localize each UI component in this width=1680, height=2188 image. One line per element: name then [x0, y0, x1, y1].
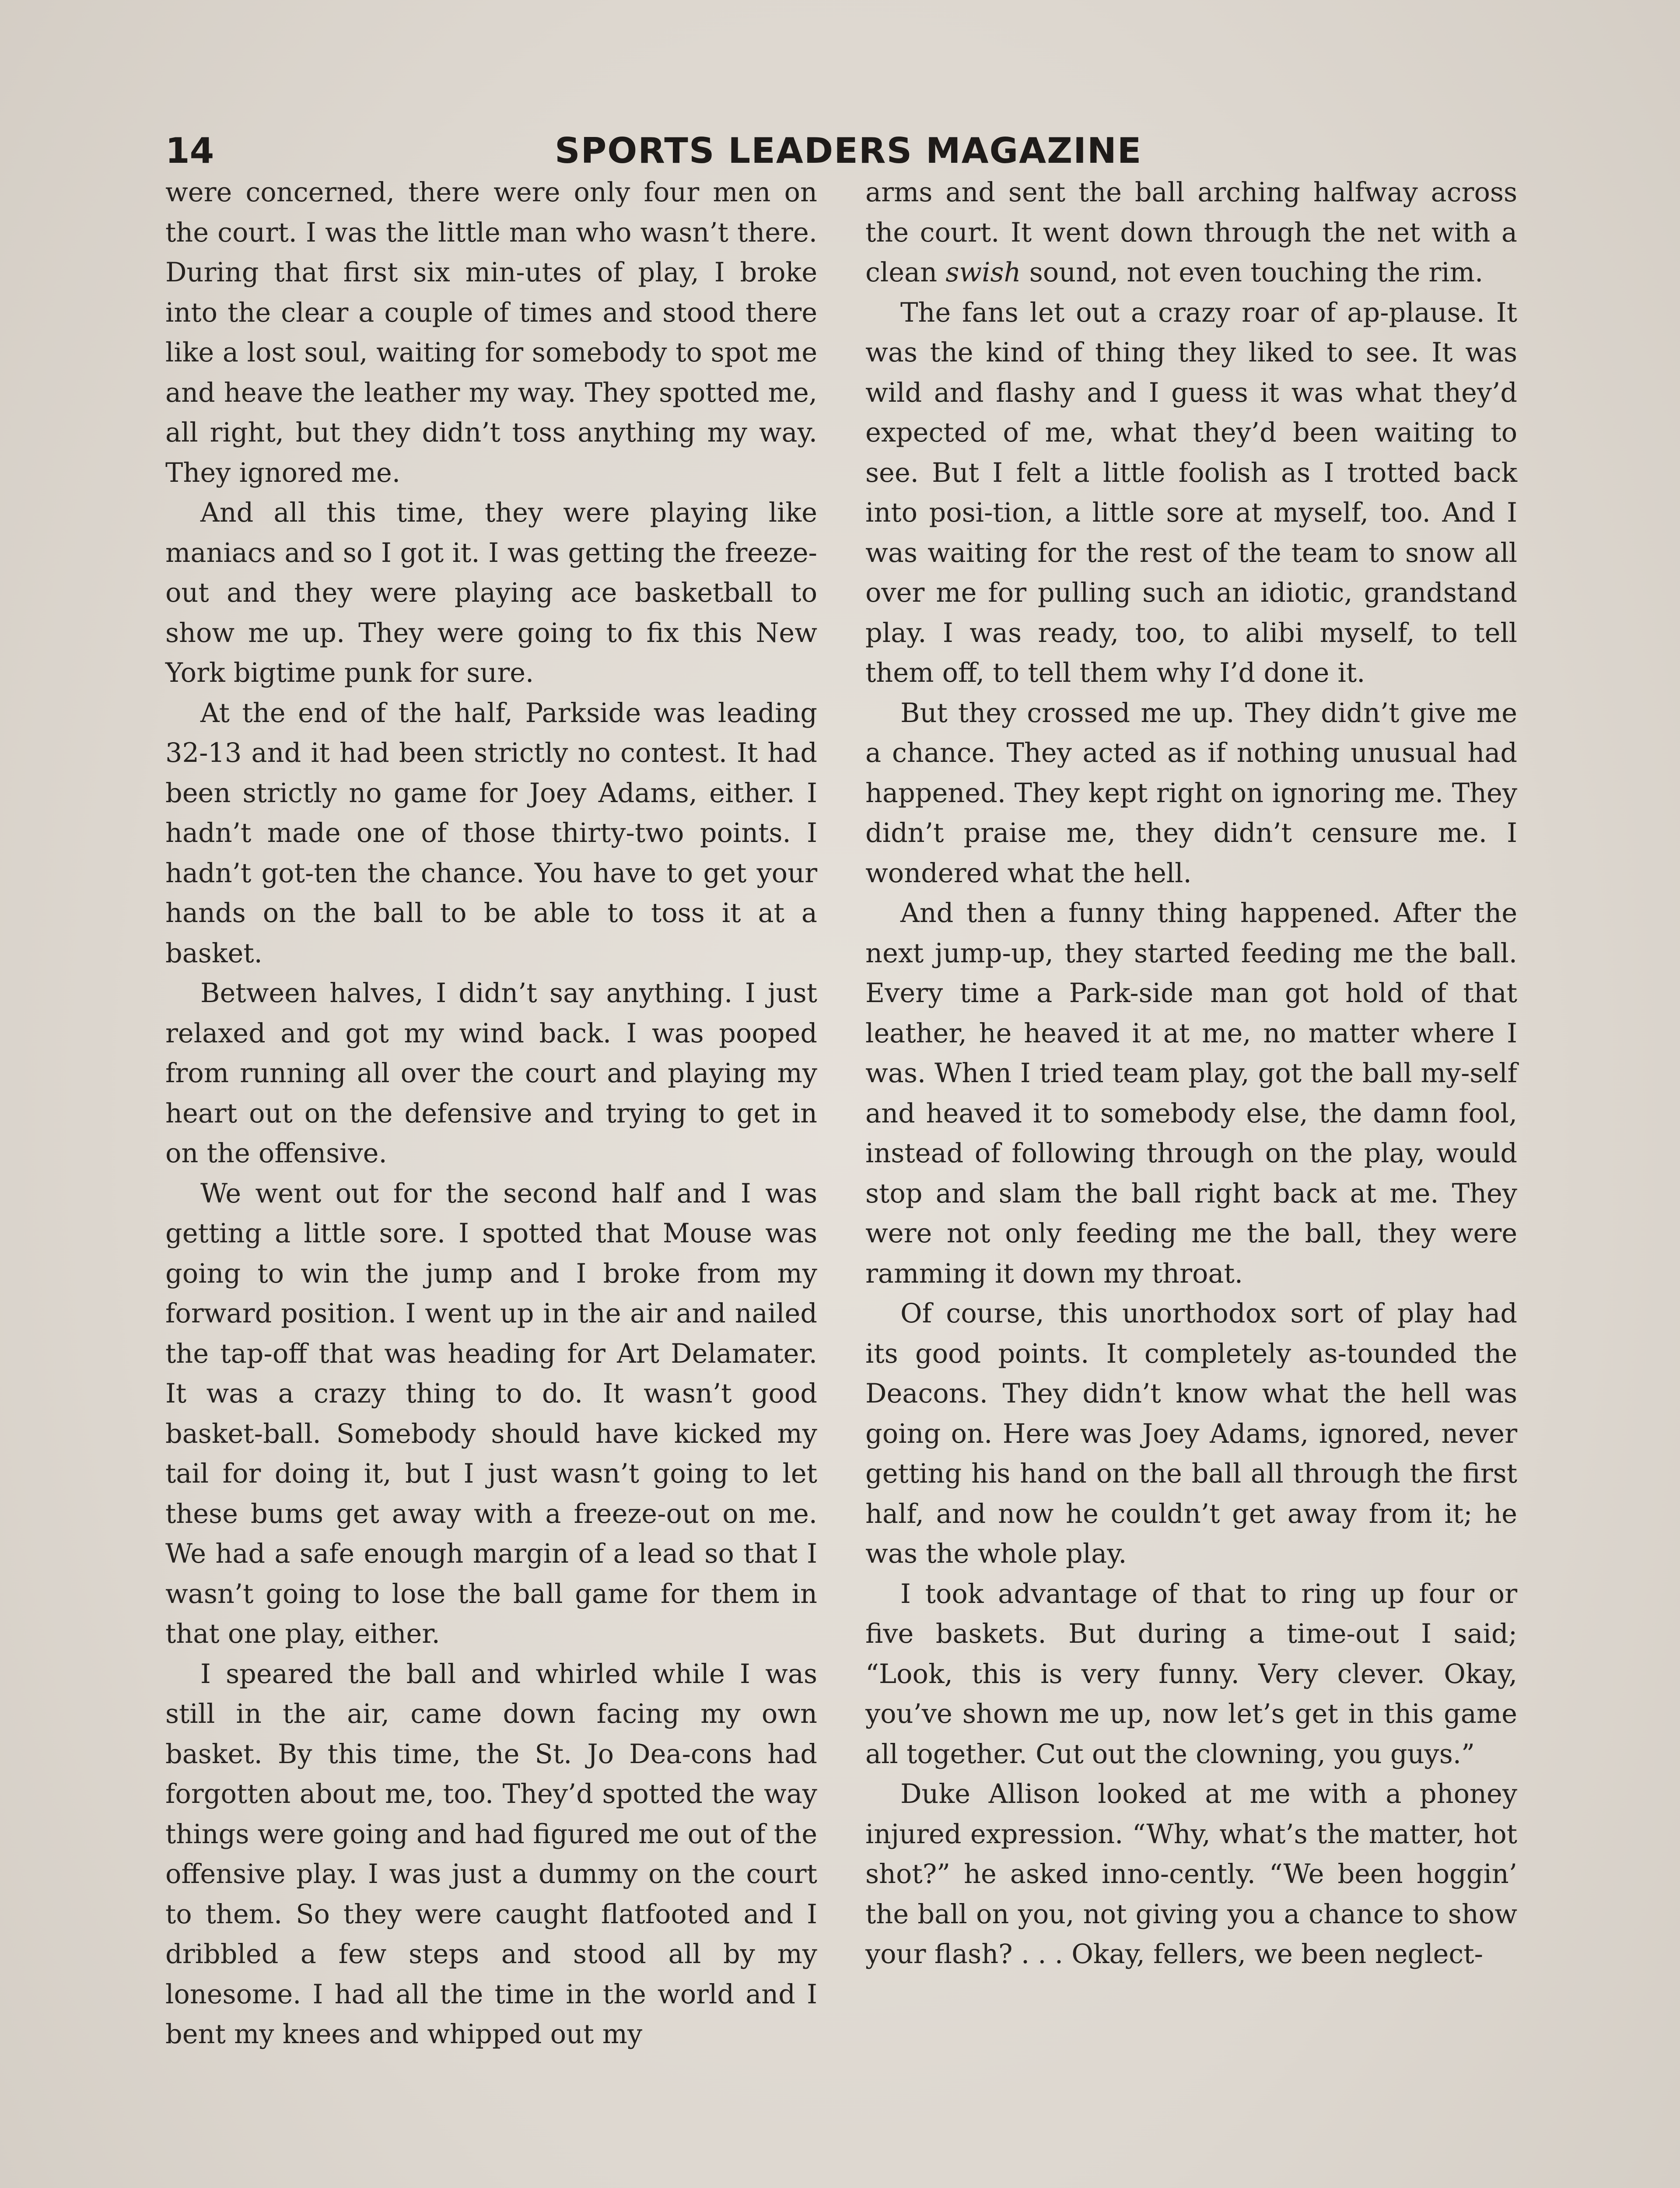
running-head: SPORTS LEADERS MAGAZINE	[555, 130, 1142, 171]
paragraph: I speared the ball and whirled while I was still in the air, came down facing my own basket. By this time, the St. Jo Dea-cons had forgotten about me, too. They’d spotted the way things were going and had figured me out of the offensive play. I was just a dummy on the court to them. So they were caught flatfooted and I dribbled a few steps and stood all by my lonesome. I had all the time in the world and I bent my knees and whipped out my	[165, 1659, 817, 2050]
paragraph: And all this time, they were playing like maniacs and so I got it. I was getting the freeze-out and they were playing ace basketball to show me up. They were going to fix this New York bigtime punk for sure.	[165, 498, 817, 688]
paragraph: I took advantage of that to ring up four or five baskets. But during a time-out I said; “Look, this is very funny. Very clever. Okay, you’ve shown me up, now let’s get in this game all together. Cut out the clowning, you guys.”	[865, 1578, 1517, 1770]
paragraph: But they crossed me up. They didn’t give me a chance. They acted as if nothing unusual had happened. They kept right on ignoring me. They didn’t praise me, they didn’t censure me. I wondered what the hell.	[865, 698, 1517, 889]
paragraph: We went out for the second half and I was getting a little sore. I spotted that Mouse was going to win the jump and I broke from my forward position. I went up in the air and nailed the tap-off that was heading for Art Delamater. It was a crazy thing to do. It wasn’t good basket-ball. Somebody should have kicked my tail for doing it, but I just wasn’t going to let these bums get away with a freeze-out on me. We had a safe enough margin of a lead so that I wasn’t going to lose the ball game for them in that one play, either.	[165, 1178, 817, 1649]
right-column	[865, 173, 1517, 1975]
paragraph-text: sound, not even touching the rim.	[1021, 257, 1484, 288]
emphasized-word: swish	[945, 257, 1021, 288]
page-number: 14	[165, 130, 214, 171]
paragraph: And then a funny thing happened. After the next jump-up, they started feeding me the ball. Every time a Park-side man got hold of that leather, he heaved it at me, no matter where I was. When I tried team play, got the ball my-self and heaved it to somebody else, the damn fool, instead of following through on the play, would stop and slam the ball right back at me. They were not only feeding me the ball, they were ramming it down my throat.	[865, 898, 1517, 1289]
paragraph: were concerned, there were only four men on the court. I was the little man who wasn’t there. During that first six min-utes of play, I broke into the clear a couple of times and stood there like a lost soul, waiting for somebody to spot me and heave the leather my way. They spotted me, all right, but they didn’t toss anything my way. They ignored me.	[165, 177, 817, 488]
page-header	[165, 127, 1522, 179]
paragraph: At the end of the half, Parkside was leading 32-13 and it had been strictly no contest. It had been strictly no game for Joey Adams, either. I hadn’t made one of those thirty-two points. I hadn’t got-ten the chance. You have to get your hands on the ball to be able to toss it at a basket.	[165, 698, 817, 969]
paragraph	[865, 173, 1517, 293]
paragraph-text: arms and sent the ball arching halfway across the court. It went down through the net with a clean	[865, 177, 1517, 288]
paragraph: Between halves, I didn’t say anything. I just relaxed and got my wind back. I was pooped from running all over the court and playing my heart out on the defensive and trying to get in on the offensive.	[165, 978, 817, 1169]
paragraph: Duke Allison looked at me with a phoney injured expression. “Why, what’s the matter, hot shot?” he asked inno-cently. “We been hoggin’ the ball on you, not giving you a chance to show your flash? . . . Okay, fellers, we been neglect-	[865, 1779, 1517, 1970]
left-column	[165, 173, 817, 2055]
paragraph: The fans let out a crazy roar of ap-plause. It was the kind of thing they liked to see. It was wild and flashy and I guess it was what they’d expected of me, what they’d been waiting to see. But I felt a little foolish as I trotted back into posi-tion, a little sore at myself, too. And I was waiting for the rest of the team to snow all over me for pulling such an idiotic, grandstand play. I was ready, too, to alibi myself, to tell them off, to tell them why I’d done it.	[865, 297, 1517, 688]
paragraph: Of course, this unorthodox sort of play had its good points. It completely as-tounded the Deacons. They didn’t know what the hell was going on. Here was Joey Adams, ignored, never getting his hand on the ball all through the first half, and now he couldn’t get away from it; he was the whole play.	[865, 1298, 1517, 1569]
